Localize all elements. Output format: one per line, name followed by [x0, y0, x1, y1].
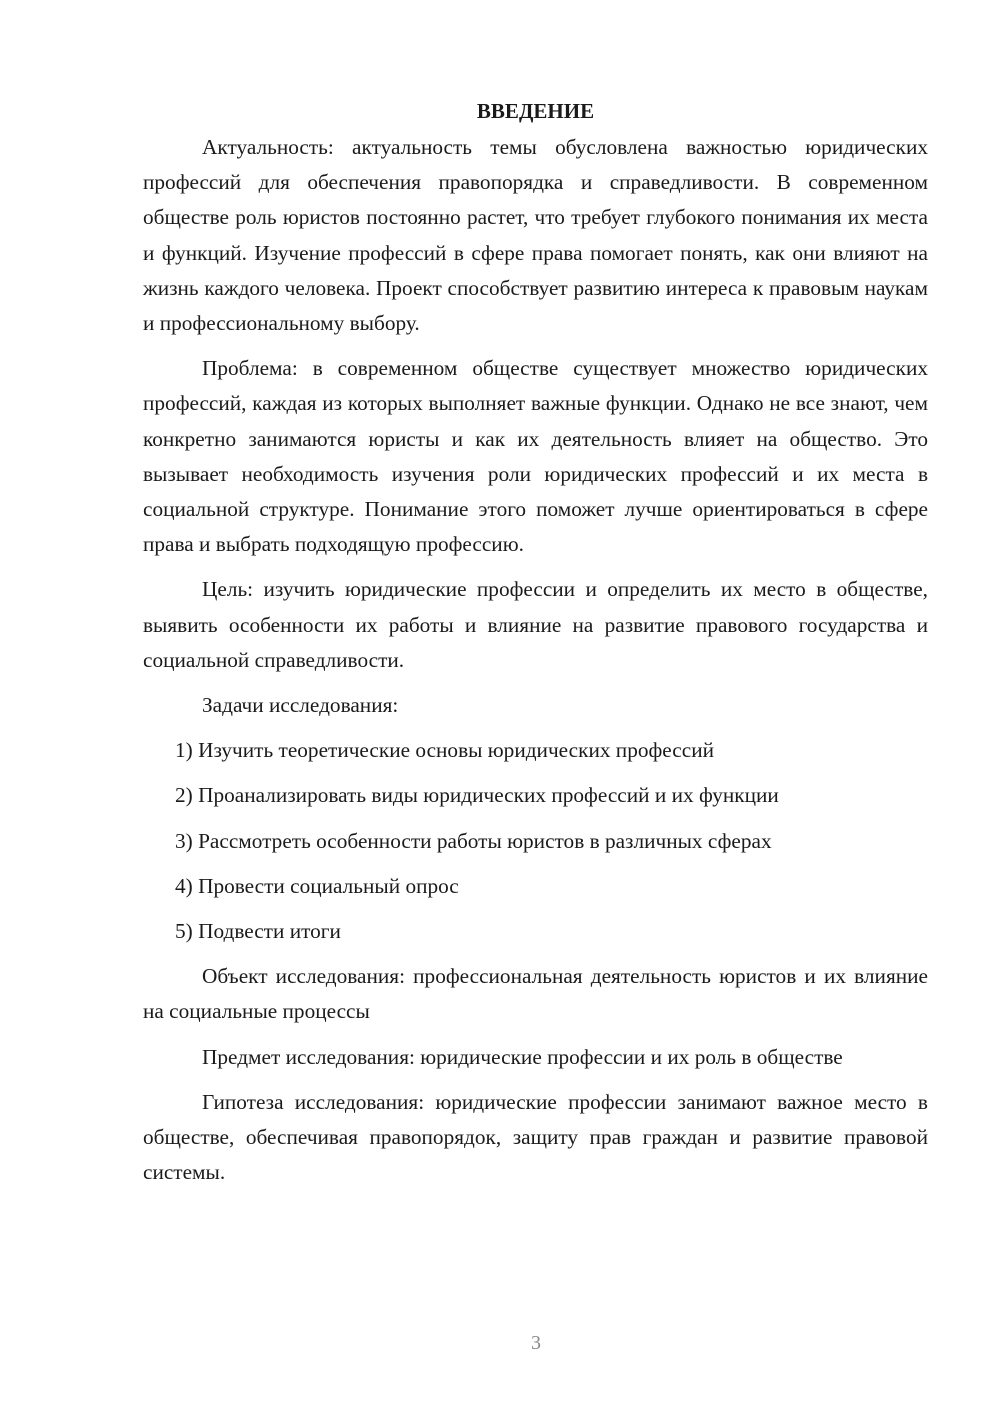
- tasks-list: [143, 733, 928, 949]
- task-item: 3) Рассмотреть особенности работы юристов в различных сферах: [175, 828, 772, 853]
- task-item: 2) Проанализировать виды юридических профессий и их функции: [175, 783, 779, 808]
- object-paragraph: Объект исследования: профессиональная деятельность юристов и их влияние на социальные процессы: [143, 964, 928, 1024]
- subject-paragraph: Предмет исследования: юридические профессии и их роль в обществе: [202, 1044, 843, 1069]
- section-title: ВВЕДЕНИЕ: [476, 99, 595, 123]
- hypothesis-paragraph: Гипотеза исследования: юридические профессии занимают важное место в обществе, обеспечивая правопорядок, защиту прав граждан и развитие правовой системы.: [143, 1089, 928, 1185]
- page-content: [143, 96, 928, 1200]
- relevance-paragraph: Актуальность: актуальность темы обусловлена важностью юридических профессий для обеспечения правопорядка и справедливости. В современном обществе роль юристов постоянно растет, что требует глубокого понимания их места и функций. Изучение профессий в сфере права помогает понять, как они влияют на жизнь каждого человека. Проект способствует развитию интереса к правовым наукам и профессиональному выбору.: [143, 135, 928, 336]
- problem-paragraph: Проблема: в современном обществе существует множество юридических профессий, каждая из которых выполняет важные функции. Однако не все знают, чем конкретно занимаются юристы и как их деятельность влияет на общество. Это вызывает необходимость изучения роли юридических профессий и их места в социальной структуре. Понимание этого поможет лучше ориентироваться в сфере права и выбрать подходящую профессию.: [143, 356, 928, 557]
- task-item: 1) Изучить теоретические основы юридических профессий: [175, 738, 714, 763]
- page-number: 3: [531, 1332, 541, 1354]
- task-item: 4) Провести социальный опрос: [175, 873, 459, 898]
- goal-paragraph: Цель: изучить юридические профессии и определить их место в обществе, выявить особенности их работы и влияние на развитие правового государства и социальной справедливости.: [143, 577, 928, 672]
- tasks-intro: Задачи исследования:: [202, 693, 399, 718]
- task-item: 5) Подвести итоги: [175, 919, 341, 944]
